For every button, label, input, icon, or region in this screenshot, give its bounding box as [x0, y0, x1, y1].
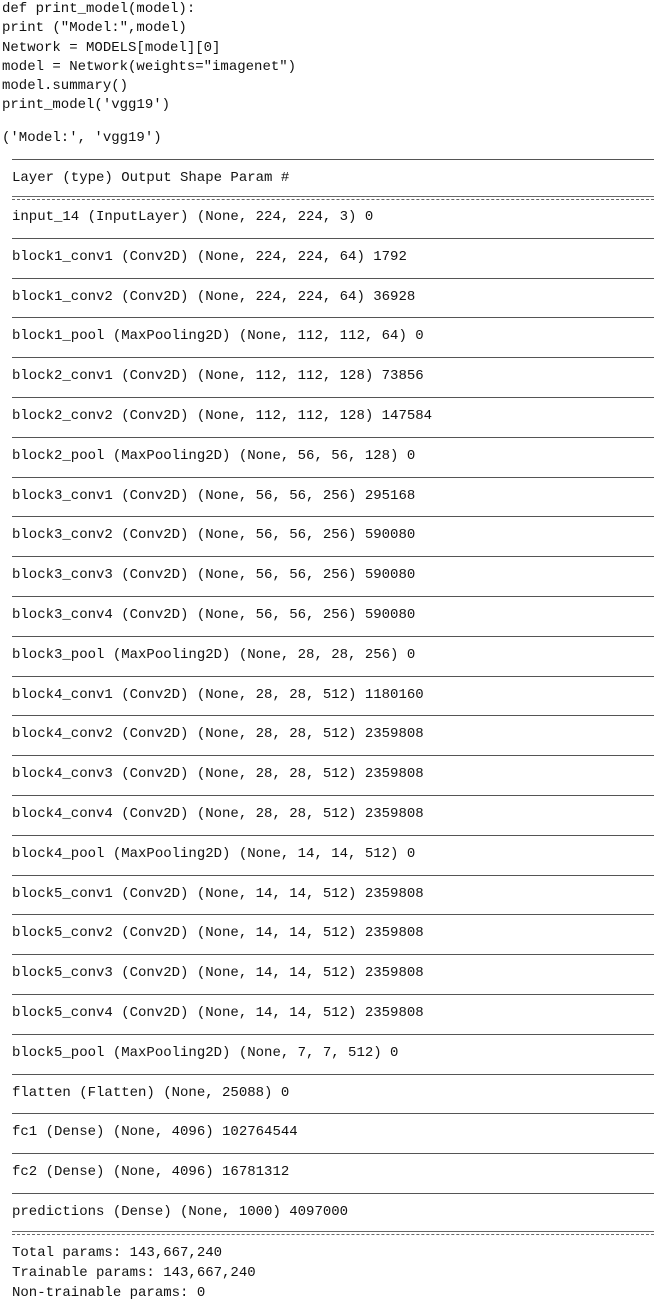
table-row: block3_conv1 (Conv2D) (None, 56, 56, 256) 295168	[12, 487, 416, 504]
row-separator	[12, 1142, 654, 1163]
table-row: block2_conv1 (Conv2D) (None, 112, 112, 128) 73856	[12, 368, 424, 385]
row-separator	[12, 1023, 654, 1044]
row-separator	[12, 1063, 654, 1084]
row-separator	[12, 505, 654, 526]
row-separator	[12, 1182, 654, 1203]
params-summary	[12, 1243, 654, 1303]
row-separator	[12, 306, 654, 327]
row-separator	[12, 983, 654, 1004]
row-separator	[12, 744, 654, 765]
code-cell	[2, 0, 652, 116]
table-row: block2_pool (MaxPooling2D) (None, 56, 56, 128) 0	[12, 447, 416, 464]
table-row: block4_conv4 (Conv2D) (None, 28, 28, 512) 2359808	[12, 805, 424, 822]
row-separator	[12, 864, 654, 885]
table-header-rule	[12, 187, 654, 208]
code-line: Network = MODELS[model][0]	[2, 39, 221, 56]
row-separator	[12, 426, 654, 447]
table-row: block1_conv1 (Conv2D) (None, 224, 224, 64) 1792	[12, 248, 407, 265]
model-name-output: ('Model:', 'vgg19')	[2, 130, 162, 146]
non-trainable-params: Non-trainable params: 0	[12, 1284, 206, 1301]
table-header: Layer (type) Output Shape Param #	[12, 170, 290, 186]
row-separator	[12, 1102, 654, 1123]
table-top-rule	[12, 148, 654, 169]
table-row: block4_pool (MaxPooling2D) (None, 14, 14, 512) 0	[12, 845, 416, 862]
table-row: block5_conv3 (Conv2D) (None, 14, 14, 512) 2359808	[12, 965, 424, 982]
row-separator	[12, 943, 654, 964]
table-row: block3_pool (MaxPooling2D) (None, 28, 28, 256) 0	[12, 646, 416, 663]
table-row: block1_pool (MaxPooling2D) (None, 112, 112, 64) 0	[12, 328, 424, 345]
row-separator	[12, 267, 654, 288]
code-line: model.summary()	[2, 78, 129, 95]
row-separator	[12, 585, 654, 606]
table-row: flatten (Flatten) (None, 25088) 0	[12, 1084, 290, 1101]
row-separator	[12, 665, 654, 686]
row-separator	[12, 466, 654, 487]
table-row: block4_conv1 (Conv2D) (None, 28, 28, 512) 1180160	[12, 686, 424, 703]
code-line: print_model('vgg19')	[2, 97, 171, 114]
output-area	[2, 129, 658, 1303]
table-row: block5_pool (MaxPooling2D) (None, 7, 7, 512) 0	[12, 1044, 399, 1061]
trainable-params: Trainable params: 143,667,240	[12, 1264, 256, 1281]
table-row: block3_conv3 (Conv2D) (None, 56, 56, 256) 590080	[12, 567, 416, 584]
row-separator	[12, 903, 654, 924]
table-row: fc2 (Dense) (None, 4096) 16781312	[12, 1164, 290, 1181]
row-separator	[12, 824, 654, 845]
table-row: block4_conv3 (Conv2D) (None, 28, 28, 512) 2359808	[12, 766, 424, 783]
row-separator	[12, 227, 654, 248]
model-summary-table	[12, 148, 654, 1303]
row-separator	[12, 346, 654, 367]
table-row: block3_conv4 (Conv2D) (None, 56, 56, 256) 590080	[12, 606, 416, 623]
code-line: def print_model(model):	[2, 1, 196, 17]
table-row: block5_conv4 (Conv2D) (None, 14, 14, 512) 2359808	[12, 1004, 424, 1021]
table-row: block1_conv2 (Conv2D) (None, 224, 224, 64) 36928	[12, 288, 416, 305]
table-row: input_14 (InputLayer) (None, 224, 224, 3) 0	[12, 209, 374, 225]
row-separator	[12, 784, 654, 805]
table-bottom-rule	[12, 1222, 654, 1243]
code-line: model = Network(weights="imagenet")	[2, 58, 297, 75]
table-row: fc1 (Dense) (None, 4096) 102764544	[12, 1124, 298, 1141]
row-separator	[12, 545, 654, 566]
table-row: block5_conv1 (Conv2D) (None, 14, 14, 512) 2359808	[12, 885, 424, 902]
row-separator	[12, 704, 654, 725]
row-separator	[12, 386, 654, 407]
row-separator	[12, 625, 654, 646]
table-row: predictions (Dense) (None, 1000) 4097000	[12, 1203, 349, 1220]
table-row: block2_conv2 (Conv2D) (None, 112, 112, 128) 147584	[12, 407, 433, 424]
code-line: print ("Model:",model)	[2, 20, 187, 37]
table-row: block5_conv2 (Conv2D) (None, 14, 14, 512) 2359808	[12, 925, 424, 942]
total-params: Total params: 143,667,240	[12, 1244, 223, 1261]
table-row: block3_conv2 (Conv2D) (None, 56, 56, 256) 590080	[12, 527, 416, 544]
table-row: block4_conv2 (Conv2D) (None, 28, 28, 512) 2359808	[12, 726, 424, 743]
